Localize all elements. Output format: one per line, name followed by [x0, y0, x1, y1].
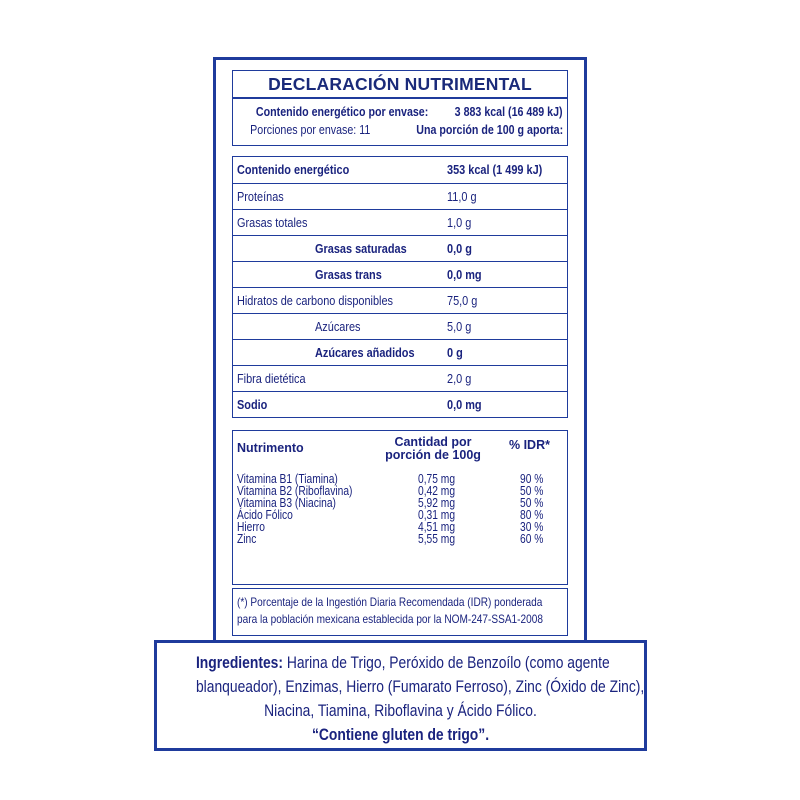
envase-energy-value: 3 883 kcal (16 489 kJ) — [455, 104, 563, 119]
nutrient-name: Grasas saturadas — [315, 241, 407, 256]
nutrient-value: 353 kcal (1 499 kJ) — [447, 162, 543, 177]
ingredients-label: Ingredientes: — [195, 654, 283, 672]
footnote-line-2: para la población mexicana establecida por la NOM-247-SSA1-2008 — [237, 612, 543, 626]
nutrient-name: Azúcares añadidos — [315, 345, 415, 360]
nutrient-name: Azúcares — [315, 319, 361, 334]
vitamins-header-nutrient: Nutrimento — [237, 441, 304, 455]
ingredients-line-1 — [195, 651, 610, 675]
nutrient-value: 5,0 g — [447, 319, 472, 334]
nutrition-label — [213, 57, 587, 640]
vitamin-idr: 50 % — [520, 484, 544, 498]
envase-energy-row — [237, 104, 563, 122]
vitamin-name: Vitamina B1 (Tiamina) — [237, 472, 338, 486]
nutrient-row — [233, 287, 567, 313]
nutrient-name: Contenido energético — [237, 162, 350, 177]
envase-energy-label: Contenido energético por envase: — [255, 104, 429, 119]
nutrient-value: 0,0 mg — [447, 397, 482, 412]
vitamin-amount: 5,92 mg — [418, 496, 456, 510]
vitamin-amount: 5,55 mg — [418, 532, 456, 546]
vitamin-name: Hierro — [237, 520, 265, 534]
nutrient-name: Sodio — [237, 397, 268, 412]
vitamin-row — [237, 521, 563, 533]
vitamins-header-amount-1: Cantidad por — [394, 435, 472, 449]
portion-note: Una porción de 100 g aporta: — [416, 122, 563, 137]
footnote-section — [232, 588, 568, 636]
nutrient-name: Proteínas — [237, 189, 284, 204]
vitamin-amount: 0,42 mg — [418, 484, 456, 498]
nutrient-name: Grasas totales — [237, 215, 308, 230]
footnote-line-1: (*) Porcentaje de la Ingestión Diaria Recomendada (IDR) ponderada — [237, 595, 543, 609]
nutrient-name: Fibra dietética — [237, 371, 306, 386]
nutrient-row — [233, 313, 567, 339]
vitamin-idr: 30 % — [520, 520, 544, 534]
vitamin-idr: 90 % — [520, 472, 544, 486]
nutrient-row — [233, 261, 567, 287]
nutrient-value: 0,0 mg — [447, 267, 482, 282]
nutrient-row — [233, 339, 567, 365]
nutrient-value: 0,0 g — [447, 241, 472, 256]
nutrient-row — [233, 391, 567, 417]
nutrient-name: Grasas trans — [315, 267, 382, 282]
vitamin-row — [237, 533, 563, 545]
ingredients-line-2: blanqueador), Enzimas, Hierro (Fumarato Ferroso), Zinc (Óxido de Zinc), — [195, 678, 645, 696]
ingredients-text-1: Harina de Trigo, Peróxido de Benzoílo (como agente — [282, 654, 610, 672]
vitamins-table — [232, 430, 568, 585]
vitamin-idr: 50 % — [520, 496, 544, 510]
nutrients-table — [232, 156, 568, 418]
gluten-note: “Contiene gluten de trigo”. — [311, 726, 490, 744]
nutrient-name: Hidratos de carbono disponibles — [237, 293, 394, 308]
nutrient-value: 0 g — [447, 345, 463, 360]
label-title: DECLARACIÓN NUTRIMENTAL — [268, 74, 532, 94]
vitamin-name: Ácido Fólico — [237, 508, 293, 522]
vitamin-amount: 0,75 mg — [418, 472, 456, 486]
vitamins-header-amount-2: porción de 100g — [385, 448, 481, 462]
vitamin-name: Zinc — [237, 532, 257, 546]
vitamin-amount: 0,31 mg — [418, 508, 456, 522]
nutrient-value: 2,0 g — [447, 371, 472, 386]
nutrient-value: 11,0 g — [447, 189, 477, 204]
title-section — [232, 70, 568, 98]
nutrient-row — [233, 157, 567, 183]
ingredients-box — [154, 640, 647, 751]
vitamins-header-idr: % IDR* — [509, 438, 550, 452]
ingredients-line-3: Niacina, Tiamina, Riboflavina y Ácido Fólico. — [264, 702, 537, 720]
envase-section — [232, 98, 568, 146]
nutrient-value: 75,0 g — [447, 293, 478, 308]
nutrient-row — [233, 365, 567, 391]
nutrient-value: 1,0 g — [447, 215, 472, 230]
nutrient-row — [233, 183, 567, 209]
vitamin-idr: 60 % — [520, 532, 544, 546]
vitamin-idr: 80 % — [520, 508, 544, 522]
envase-portions-row — [237, 122, 563, 140]
envase-portions-label: Porciones por envase: 11 — [250, 122, 371, 137]
vitamin-name: Vitamina B3 (Niacina) — [237, 496, 336, 510]
nutrient-row — [233, 209, 567, 235]
vitamin-name: Vitamina B2 (Riboflavina) — [237, 484, 353, 498]
nutrient-row — [233, 235, 567, 261]
vitamin-amount: 4,51 mg — [418, 520, 456, 534]
footnote-text — [237, 594, 543, 628]
vitamin-row — [237, 509, 563, 521]
ingredients-text — [157, 651, 644, 747]
